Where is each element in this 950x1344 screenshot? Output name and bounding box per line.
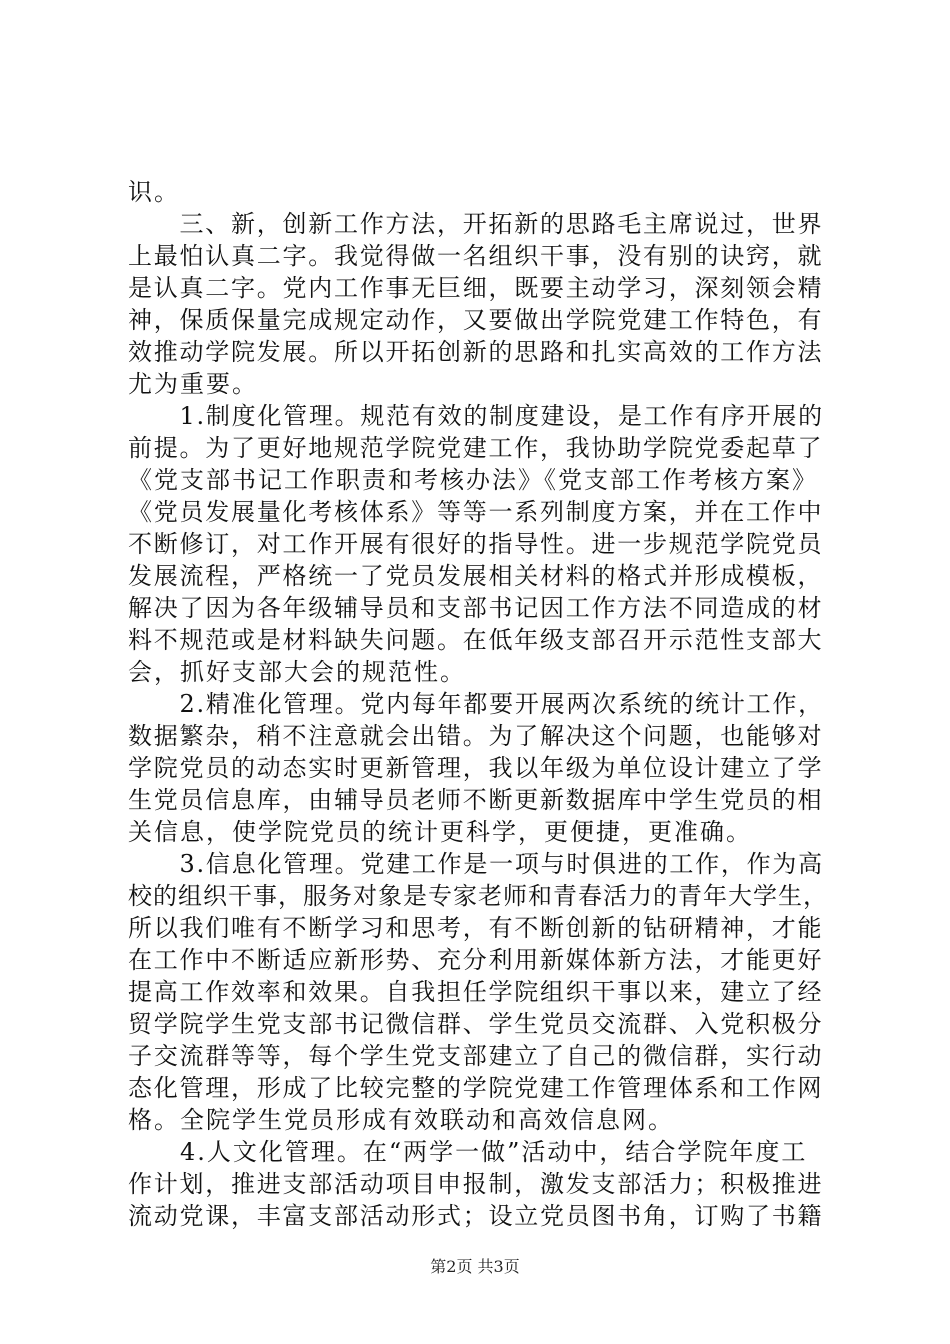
text-line: 神，保质保量完成规定动作，又要做出学院党建工作特色，有 <box>128 306 824 334</box>
text-line: 尤为重要。 <box>128 370 258 398</box>
text-line: 2.精准化管理。党内每年都要开展两次系统的统计工作， <box>128 690 824 718</box>
text-line: 《党支部书记工作职责和考核办法》《党支部工作考核方案》 <box>128 466 818 494</box>
text-line: 贸学院学生党支部书记微信群、学生党员交流群、入党积极分 <box>128 1010 824 1038</box>
text-line: 4.人文化管理。在“两学一做”活动中，结合学院年度工 <box>128 1138 808 1166</box>
text-line: 作计划，推进支部活动项目申报制，激发支部活力；积极推进 <box>128 1170 824 1198</box>
text-line: 《党员发展量化考核体系》等等一系列制度方案，并在工作中 <box>128 498 824 526</box>
text-line: 会，抓好支部大会的规范性。 <box>128 658 466 686</box>
text-line: 流动党课，丰富支部活动形式；设立党员图书角，订购了书籍 <box>128 1202 824 1230</box>
text-line: 学院党员的动态实时更新管理，我以年级为单位设计建立了学 <box>128 754 824 782</box>
text-line: 不断修订，对工作开展有很好的指导性。进一步规范学院党员 <box>128 530 824 558</box>
text-line: 提高工作效率和效果。自我担任学院组织干事以来，建立了经 <box>128 978 824 1006</box>
text-line: 料不规范或是材料缺失问题。在低年级支部召开示范性支部大 <box>128 626 824 654</box>
text-line: 前提。为了更好地规范学院党建工作，我协助学院党委起草了 <box>128 434 824 462</box>
text-line: 校的组织干事，服务对象是专家老师和青春活力的青年大学生， <box>128 882 828 910</box>
text-line: 所以我们唯有不断学习和思考，有不断创新的钻研精神，才能 <box>128 914 824 942</box>
text-line: 子交流群等等，每个学生党支部建立了自己的微信群，实行动 <box>128 1042 824 1070</box>
text-line: 是认真二字。党内工作事无巨细，既要主动学习，深刻领会精 <box>128 274 824 302</box>
text-line: 关信息，使学院党员的统计更科学，更便捷，更准确。 <box>128 818 752 846</box>
text-line: 识。 <box>128 178 180 206</box>
text-line: 在工作中不断适应新形势、充分利用新媒体新方法，才能更好 <box>128 946 824 974</box>
text-line: 数据繁杂，稍不注意就会出错。为了解决这个问题，也能够对 <box>128 722 824 750</box>
text-line: 上最怕认真二字。我觉得做一名组织干事，没有别的诀窍，就 <box>128 242 824 270</box>
text-line: 解决了因为各年级辅导员和支部书记因工作方法不同造成的材 <box>128 594 824 622</box>
text-line: 三、新，创新工作方法，开拓新的思路毛主席说过，世界 <box>128 210 824 238</box>
text-line: 1.制度化管理。规范有效的制度建设，是工作有序开展的 <box>128 402 824 430</box>
text-line: 态化管理，形成了比较完整的学院党建工作管理体系和工作网 <box>128 1074 824 1102</box>
text-line: 效推动学院发展。所以开拓创新的思路和扎实高效的工作方法 <box>128 338 824 366</box>
text-line: 格。全院学生党员形成有效联动和高效信息网。 <box>128 1106 674 1134</box>
page-number-footer: 第2页 共3页 <box>430 1257 520 1276</box>
text-line: 生党员信息库，由辅导员老师不断更新数据库中学生党员的相 <box>128 786 824 814</box>
text-line: 3.信息化管理。党建工作是一项与时俱进的工作，作为高 <box>128 850 824 878</box>
text-line: 发展流程，严格统一了党员发展相关材料的格式并形成模板， <box>128 562 824 590</box>
